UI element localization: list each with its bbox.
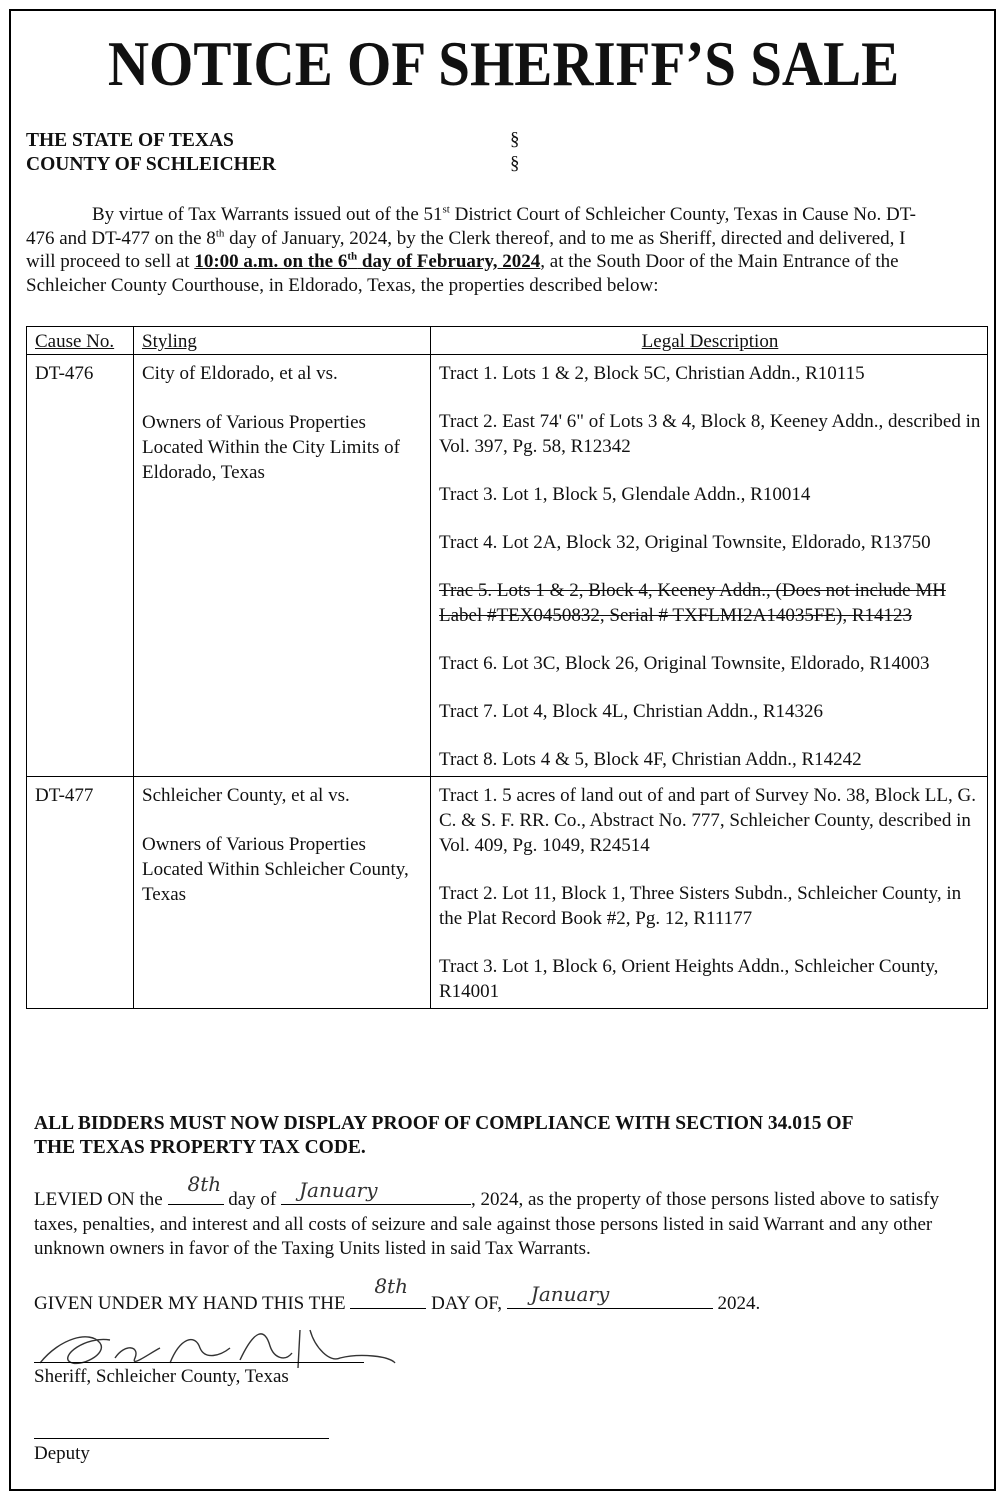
section-mark: § xyxy=(510,153,520,174)
levied-text: , 2024, as the property of those persons listed above to satisfy taxes, penalties, and interest and all costs of seizure and sale against those persons listed in said Warrant and any other unknown owners in favor of the Taxing Units listed in said Tax Warrants. xyxy=(34,1189,940,1259)
styling-cell xyxy=(134,355,431,777)
intro-text: day of January, 2024, by the Clerk thereof, and to me as Sheriff, directed and delivered, I will proceed to sell at xyxy=(26,227,906,272)
section-marks xyxy=(510,128,520,176)
state-line: THE STATE OF TEXAS xyxy=(26,130,234,151)
county-line: COUNTY OF SCHLEICHER xyxy=(26,154,276,175)
deputy-caption: Deputy xyxy=(34,1443,90,1464)
levied-text: LEVIED ON the xyxy=(34,1189,168,1210)
styling-text: Owners of Various Properties Located Within Schleicher County, Texas xyxy=(142,834,409,905)
month-blank xyxy=(507,1282,713,1309)
tract-item: Tract 8. Lots 4 & 5, Block 4F, Christian Addn., R14242 xyxy=(439,749,862,770)
intro-paragraph xyxy=(26,203,926,297)
tract-item: Tract 1. 5 acres of land out of and part of Survey No. 38, Block LL, G. C. & S. F. RR. Co., Abstract No. 777, Schleicher County, described in Vol. 409, Pg. 1049, R24514 xyxy=(439,785,976,856)
intro-text: By virtue of Tax Warrants issued out of the 51 xyxy=(92,204,443,225)
handwritten-month: January xyxy=(530,1282,610,1306)
table-row xyxy=(27,355,988,777)
handwritten-day: 8th xyxy=(187,1172,222,1196)
cause-cell: DT-477 xyxy=(27,777,134,1009)
tract-item-struck: Trac 5. Lots 1 & 2, Block 4, Keeney Addn., (Does not include MH Label #TEX0450832, Serial # TXFLMI2A14035FE), R14123 xyxy=(439,580,946,626)
tract-item: Tract 6. Lot 3C, Block 26, Original Townsite, Eldorado, R14003 xyxy=(439,653,930,674)
section-mark: § xyxy=(510,129,520,150)
intro-text: , at the South Door of the Main Entrance of the Schleicher County Courthouse, in Eldorado, Texas, the properties described below: xyxy=(26,251,899,296)
header-styling: Styling xyxy=(134,327,431,355)
given-text: 2024. xyxy=(712,1293,761,1314)
handwritten-day: 8th xyxy=(374,1274,408,1298)
sale-date: 10:00 a.m. on the 6th day of February, 2024 xyxy=(194,250,541,272)
intro-text: District Court of Schleicher County, Texas in Cause No. DT-476 and DT-477 on the 8 xyxy=(26,204,916,249)
deputy-line xyxy=(34,1438,329,1439)
page-title: NOTICE OF SHERIFF’S SALE xyxy=(107,29,900,100)
tract-item: Tract 1. Lots 1 & 2, Block 5C, Christian Addn., R10115 xyxy=(439,363,865,384)
header-cause: Cause No. xyxy=(27,327,134,355)
handwritten-month: January xyxy=(299,1178,378,1202)
tract-item: Tract 3. Lot 1, Block 5, Glendale Addn., R10014 xyxy=(439,484,811,505)
venue-block xyxy=(26,129,276,177)
tract-item: Tract 7. Lot 4, Block 4L, Christian Addn., R14326 xyxy=(439,701,824,722)
table-header-row xyxy=(27,327,988,355)
table-row xyxy=(27,777,988,1009)
given-line xyxy=(34,1274,761,1316)
bidders-notice: ALL BIDDERS MUST NOW DISPLAY PROOF OF COMPLIANCE WITH SECTION 34.015 OF THE TEXAS PROPERTY TAX CODE. xyxy=(34,1113,853,1158)
styling-text: Owners of Various Properties Located Within the City Limits of Eldorado, Texas xyxy=(142,412,400,483)
ordinal-suffix: th xyxy=(215,227,225,240)
tract-item: Tract 2. East 74' 6" of Lots 3 & 4, Block 8, Keeney Addn., described in Vol. 397, Pg. 58, R12342 xyxy=(439,411,981,457)
styling-cell xyxy=(134,777,431,1009)
ordinal-suffix: st xyxy=(442,203,450,216)
signature-caption: Sheriff, Schleicher County, Texas xyxy=(34,1366,289,1387)
signature-line xyxy=(34,1362,364,1363)
given-text: GIVEN UNDER MY HAND THIS THE xyxy=(34,1293,351,1314)
tract-item: Tract 3. Lot 1, Block 6, Orient Heights Addn., Schleicher County, R14001 xyxy=(439,956,939,1002)
tract-item: Tract 4. Lot 2A, Block 32, Original Townsite, Eldorado, R13750 xyxy=(439,532,931,553)
cause-cell: DT-476 xyxy=(27,355,134,777)
properties-table xyxy=(26,326,988,1009)
month-blank xyxy=(281,1178,471,1205)
given-text: DAY OF, xyxy=(426,1293,507,1314)
legal-cell xyxy=(431,355,988,777)
day-blank xyxy=(350,1274,426,1309)
legal-cell xyxy=(431,777,988,1009)
styling-text: Schleicher County, et al vs. xyxy=(142,785,350,806)
day-blank xyxy=(168,1172,224,1205)
header-legal: Legal Description xyxy=(431,327,988,355)
levied-paragraph xyxy=(34,1172,954,1262)
styling-text: City of Eldorado, et al vs. xyxy=(142,363,338,384)
levied-text: day of xyxy=(223,1189,282,1210)
tract-item: Tract 2. Lot 11, Block 1, Three Sisters Subdn., Schleicher County, in the Plat Record Book #2, Pg. 12, R11177 xyxy=(439,883,962,929)
